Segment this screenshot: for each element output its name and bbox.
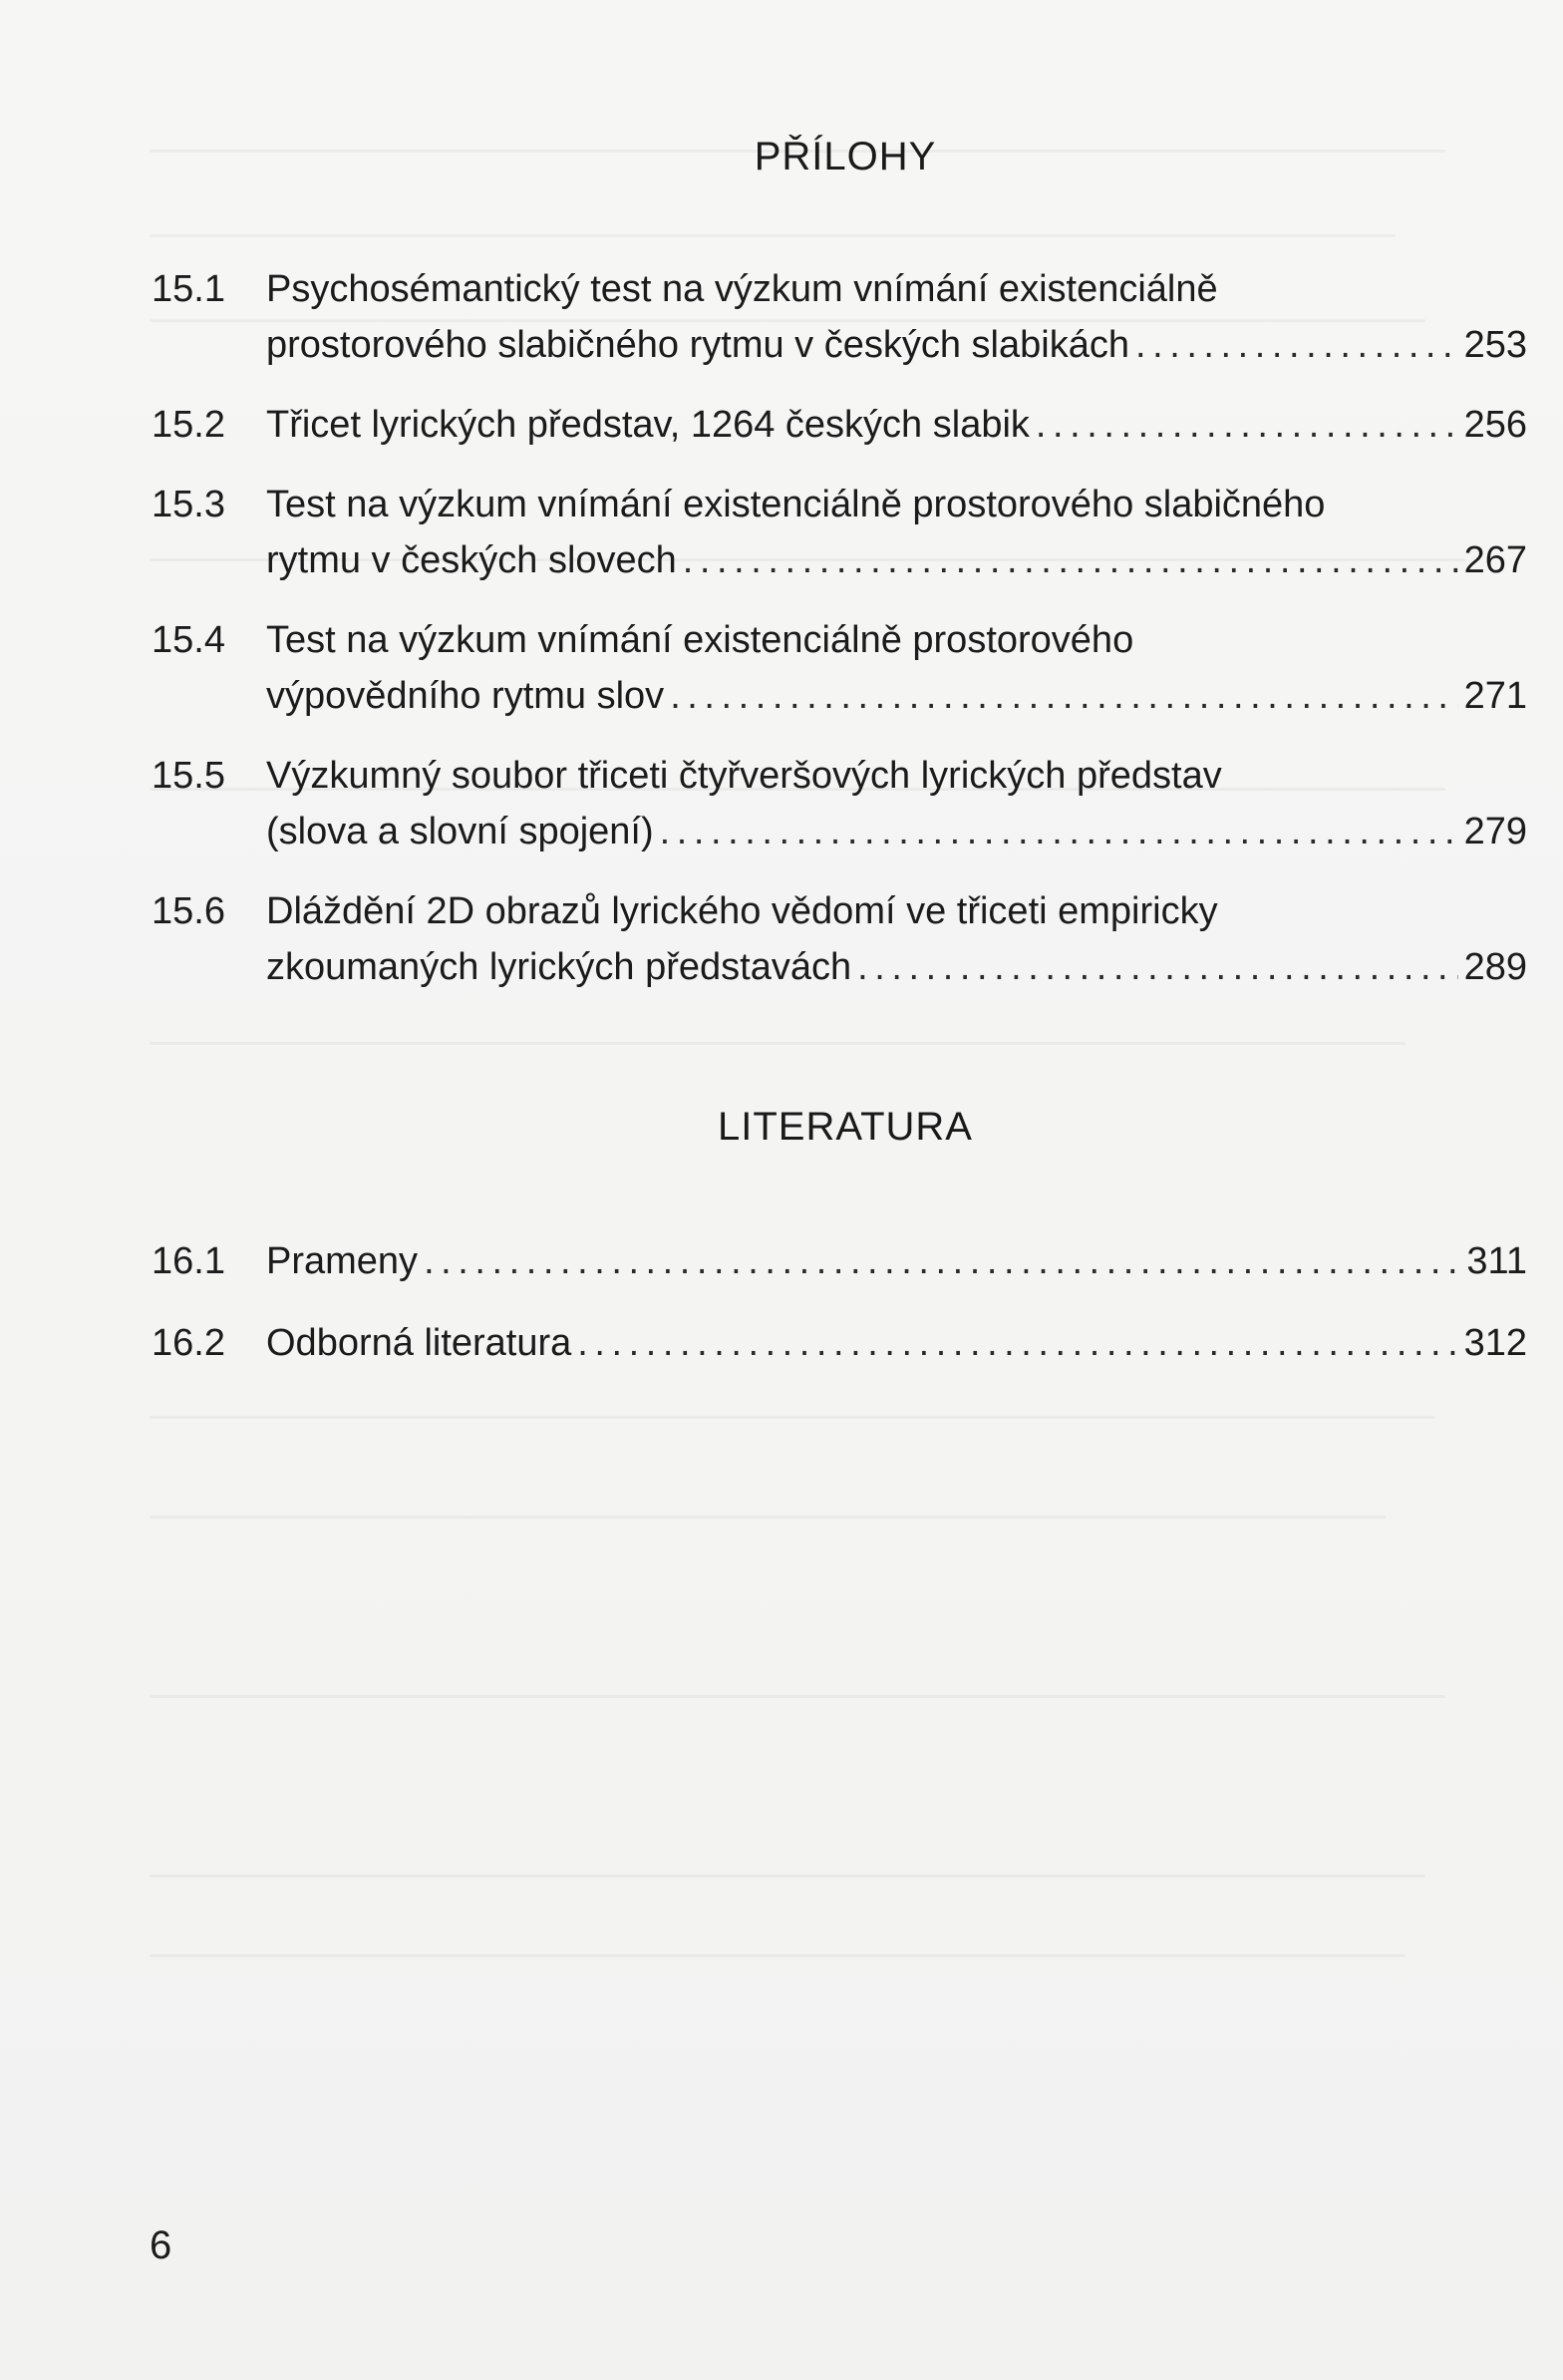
- toc-entry-title-line: (slova a slovní spojení): [266, 811, 654, 852]
- toc-entry-page: 289: [1463, 946, 1527, 988]
- toc-entry[interactable]: [152, 261, 1527, 373]
- dot-leader: [1135, 317, 1458, 373]
- toc-entry-number: 16.2: [152, 1322, 225, 1364]
- toc-entry-title-line: Třicet lyrických představ, 1264 českých slabik: [266, 404, 1030, 446]
- toc-entry[interactable]: [152, 1315, 1527, 1371]
- toc-entry-number: 15.5: [152, 755, 225, 797]
- toc-entry-title-line: prostorového slabičného rytmu v českých slabikách: [266, 324, 1129, 366]
- dot-leader: [424, 1233, 1460, 1289]
- toc-entry-title-line: Odborná literatura: [266, 1322, 572, 1364]
- dot-leader: [1036, 397, 1458, 453]
- toc-entry-page: 253: [1463, 324, 1527, 366]
- toc-entry-title-line: Test na výzkum vnímání existenciálně prostorového: [266, 619, 1134, 661]
- toc-entry-title-line: Výzkumný soubor třiceti čtyřveršových lyrických představ: [266, 755, 1222, 797]
- toc-entry-number: 15.3: [152, 484, 225, 525]
- toc-entry-number: 15.6: [152, 890, 225, 932]
- toc-entry[interactable]: [152, 397, 1527, 453]
- section-heading-literatura: LITERATURA: [718, 1105, 973, 1149]
- toc-entry-title-line: Prameny: [266, 1240, 419, 1282]
- toc-entry[interactable]: [152, 477, 1527, 588]
- toc-entry-title-line: Dláždění 2D obrazů lyrického vědomí ve třiceti empiricky: [266, 890, 1218, 932]
- toc-entry-page: 256: [1463, 404, 1527, 446]
- toc-entry-number: 15.4: [152, 619, 225, 661]
- toc-entry-title-line: Test na výzkum vnímání existenciálně prostorového slabičného: [266, 484, 1326, 525]
- dot-leader: [857, 939, 1457, 995]
- toc-entry-title-line: rytmu v českých slovech: [266, 539, 677, 581]
- toc-entry-title-line: výpovědního rytmu slov: [266, 675, 665, 717]
- dot-leader: [670, 668, 1457, 724]
- toc-entry-title-line: Psychosémantický test na výzkum vnímání existenciálně: [266, 268, 1218, 310]
- dot-leader: [577, 1315, 1457, 1371]
- dot-leader: [660, 804, 1458, 859]
- toc-entry-title-line: zkoumaných lyrických představách: [266, 946, 852, 988]
- toc-entry-number: 15.1: [152, 268, 225, 310]
- page-number: 6: [150, 2223, 172, 2267]
- toc-entry[interactable]: [152, 748, 1527, 859]
- toc-entry-page: 271: [1463, 675, 1527, 717]
- toc-entry-page: 267: [1463, 539, 1527, 581]
- toc-list-prilohy: [152, 261, 1527, 995]
- toc-entry[interactable]: [152, 612, 1527, 724]
- toc-entry[interactable]: [152, 883, 1527, 995]
- toc-entry[interactable]: [152, 1233, 1527, 1289]
- toc-list-literatura: [152, 1233, 1527, 1371]
- dot-leader: [683, 532, 1458, 588]
- toc-entry-page: 279: [1463, 811, 1527, 852]
- toc-entry-page: 312: [1463, 1322, 1527, 1364]
- section-heading-prilohy: PŘÍLOHY: [754, 135, 937, 178]
- toc-entry-page: 311: [1466, 1240, 1527, 1282]
- toc-entry-number: 15.2: [152, 404, 225, 446]
- toc-entry-number: 16.1: [152, 1240, 225, 1282]
